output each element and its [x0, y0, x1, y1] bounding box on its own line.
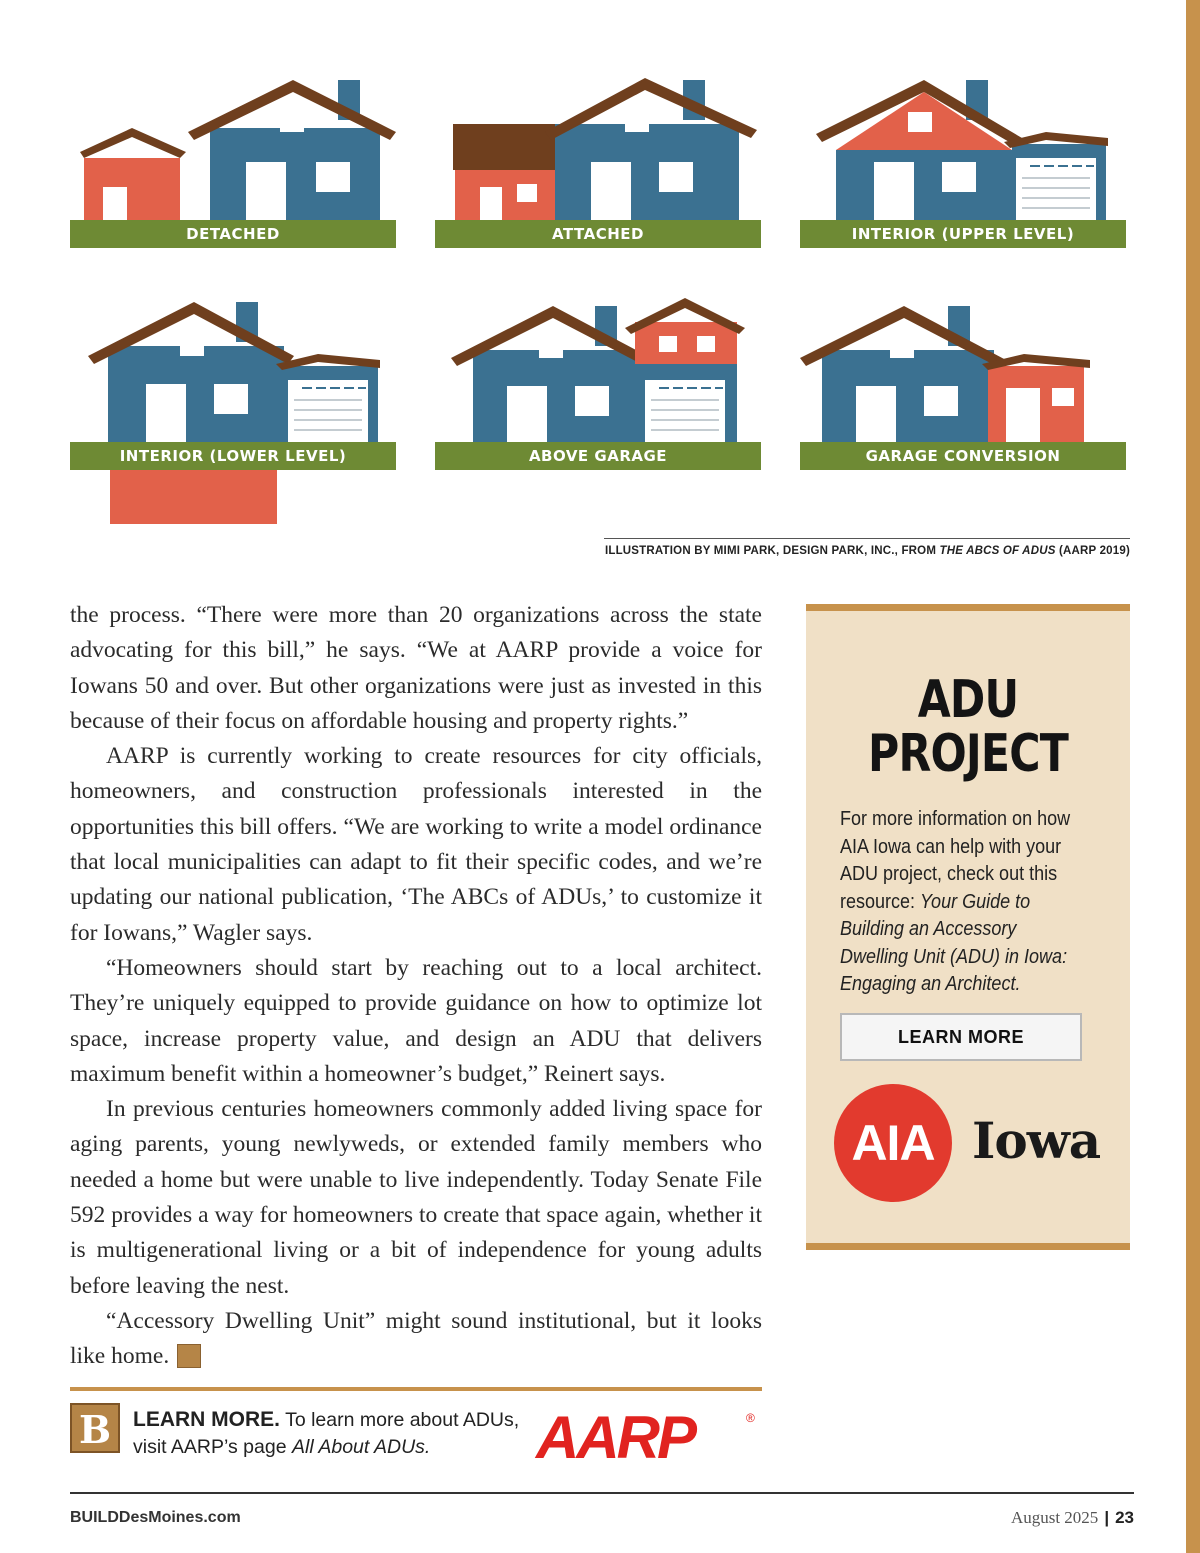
aia-logo-word: Iowa [972, 1111, 1101, 1170]
page-edge-accent [1186, 0, 1200, 1553]
aarp-registered-mark: ® [746, 1411, 755, 1425]
footer-page-info [900, 1508, 1134, 1528]
label-attached: ATTACHED [435, 220, 761, 248]
credit-prefix: ILLUSTRATION BY MIMI PARK, DESIGN PARK, INC., FROM [604, 545, 940, 557]
learn-more-button[interactable]: LEARN MORE [840, 1013, 1082, 1061]
footer-divider [70, 1492, 1134, 1494]
adu-project-sidebar [806, 604, 1130, 1250]
article-paragraph: AARP is currently working to create resources for city officials, homeowners, and construction professionals interested in the opportunities this bill offers. “We are working to write a model ordinance that local municipalities can adapt to fit their specific codes, and we’re updating our national publication, ‘The ABCs of ADUs,’ to customize it for Iowans,” Wagler says. [70, 743, 762, 946]
house-attached-icon [435, 70, 765, 230]
build-badge-icon: B [70, 1403, 120, 1453]
sidebar-text-body: For more information on how AIA Iowa can help with your ADU project, check out this resource: [840, 808, 1071, 913]
credit-divider [604, 538, 1130, 539]
adu-types-illustration [70, 70, 1130, 530]
label-detached: DETACHED [70, 220, 396, 248]
house-interior-upper-icon [800, 70, 1130, 230]
aarp-logo [530, 1398, 760, 1468]
house-interior-lower-icon [70, 292, 400, 532]
sidebar-resource-link[interactable]: Your Guide to Building an Accessory Dwelling Unit (ADU) in Iowa: Engaging an Architect. [840, 890, 1068, 995]
illustration-credit [560, 545, 1130, 557]
label-garage-conversion: GARAGE CONVERSION [800, 442, 1126, 470]
aarp-logo-text: AARP [536, 1404, 695, 1468]
label-interior-lower: INTERIOR (LOWER LEVEL) [70, 442, 396, 470]
article-paragraph-last [70, 1304, 762, 1375]
house-above-garage-icon [435, 292, 765, 452]
house-detached-icon [70, 70, 400, 230]
aarp-page-link[interactable]: All About ADUs. [291, 1436, 431, 1458]
article-paragraph: “Homeowners should start by reaching out to a local architect. They’re uniquely equipped to provide guidance on how to optimize lot space, increase property value, and design an ADU that delivers maximum benefit within a homeowner’s budget,” Reinert says. [70, 954, 762, 1087]
label-above-garage: ABOVE GARAGE [435, 442, 761, 470]
article-body [70, 598, 762, 1375]
sidebar-text [840, 806, 1074, 999]
label-interior-upper: INTERIOR (UPPER LEVEL) [800, 220, 1126, 248]
article-paragraph: In previous centuries homeowners commonly added living space for aging parents, young newlyweds, or extended family members who needed a home but were unable to live independently. Today Senate File 592 provides a way for homeowners to create that space again, whether it is multigenerational living or a bit of independence for young adults before leaving the nest. [70, 1096, 762, 1299]
learn-more-heading: LEARN MORE. [133, 1408, 280, 1431]
credit-title: THE ABCS OF ADUS [939, 545, 1056, 557]
credit-suffix: (AARP 2019) [1055, 545, 1130, 557]
end-mark-icon: B [177, 1344, 201, 1368]
footer-separator: | [1104, 1508, 1110, 1527]
learn-more-text [133, 1406, 553, 1461]
sidebar-title [835, 670, 1101, 784]
sidebar-title-line1: ADU [917, 670, 1019, 730]
footer-date: August 2025 [1010, 1508, 1099, 1527]
article-last-text: “Accessory Dwelling Unit” might sound institutional, but it looks like home. [70, 1307, 762, 1370]
footer-site[interactable]: BUILDDesMoines.com [70, 1509, 241, 1526]
sidebar-title-line2: PROJECT [868, 724, 1068, 784]
house-garage-conversion-icon [800, 292, 1130, 452]
footer-page-number: 23 [1115, 1508, 1134, 1527]
aia-logo-circle: AIA [834, 1084, 952, 1202]
learn-more-body: To learn more about ADUs, visit AARP’s page [133, 1409, 520, 1458]
learn-more-divider [70, 1387, 762, 1391]
article-paragraph: the process. “There were more than 20 organizations across the state advocating for this bill,” he says. “We at AARP provide a voice for Iowans 50 and over. But other organizations were just as invested in this because of their focus on affordable housing and property rights.” [70, 602, 762, 734]
